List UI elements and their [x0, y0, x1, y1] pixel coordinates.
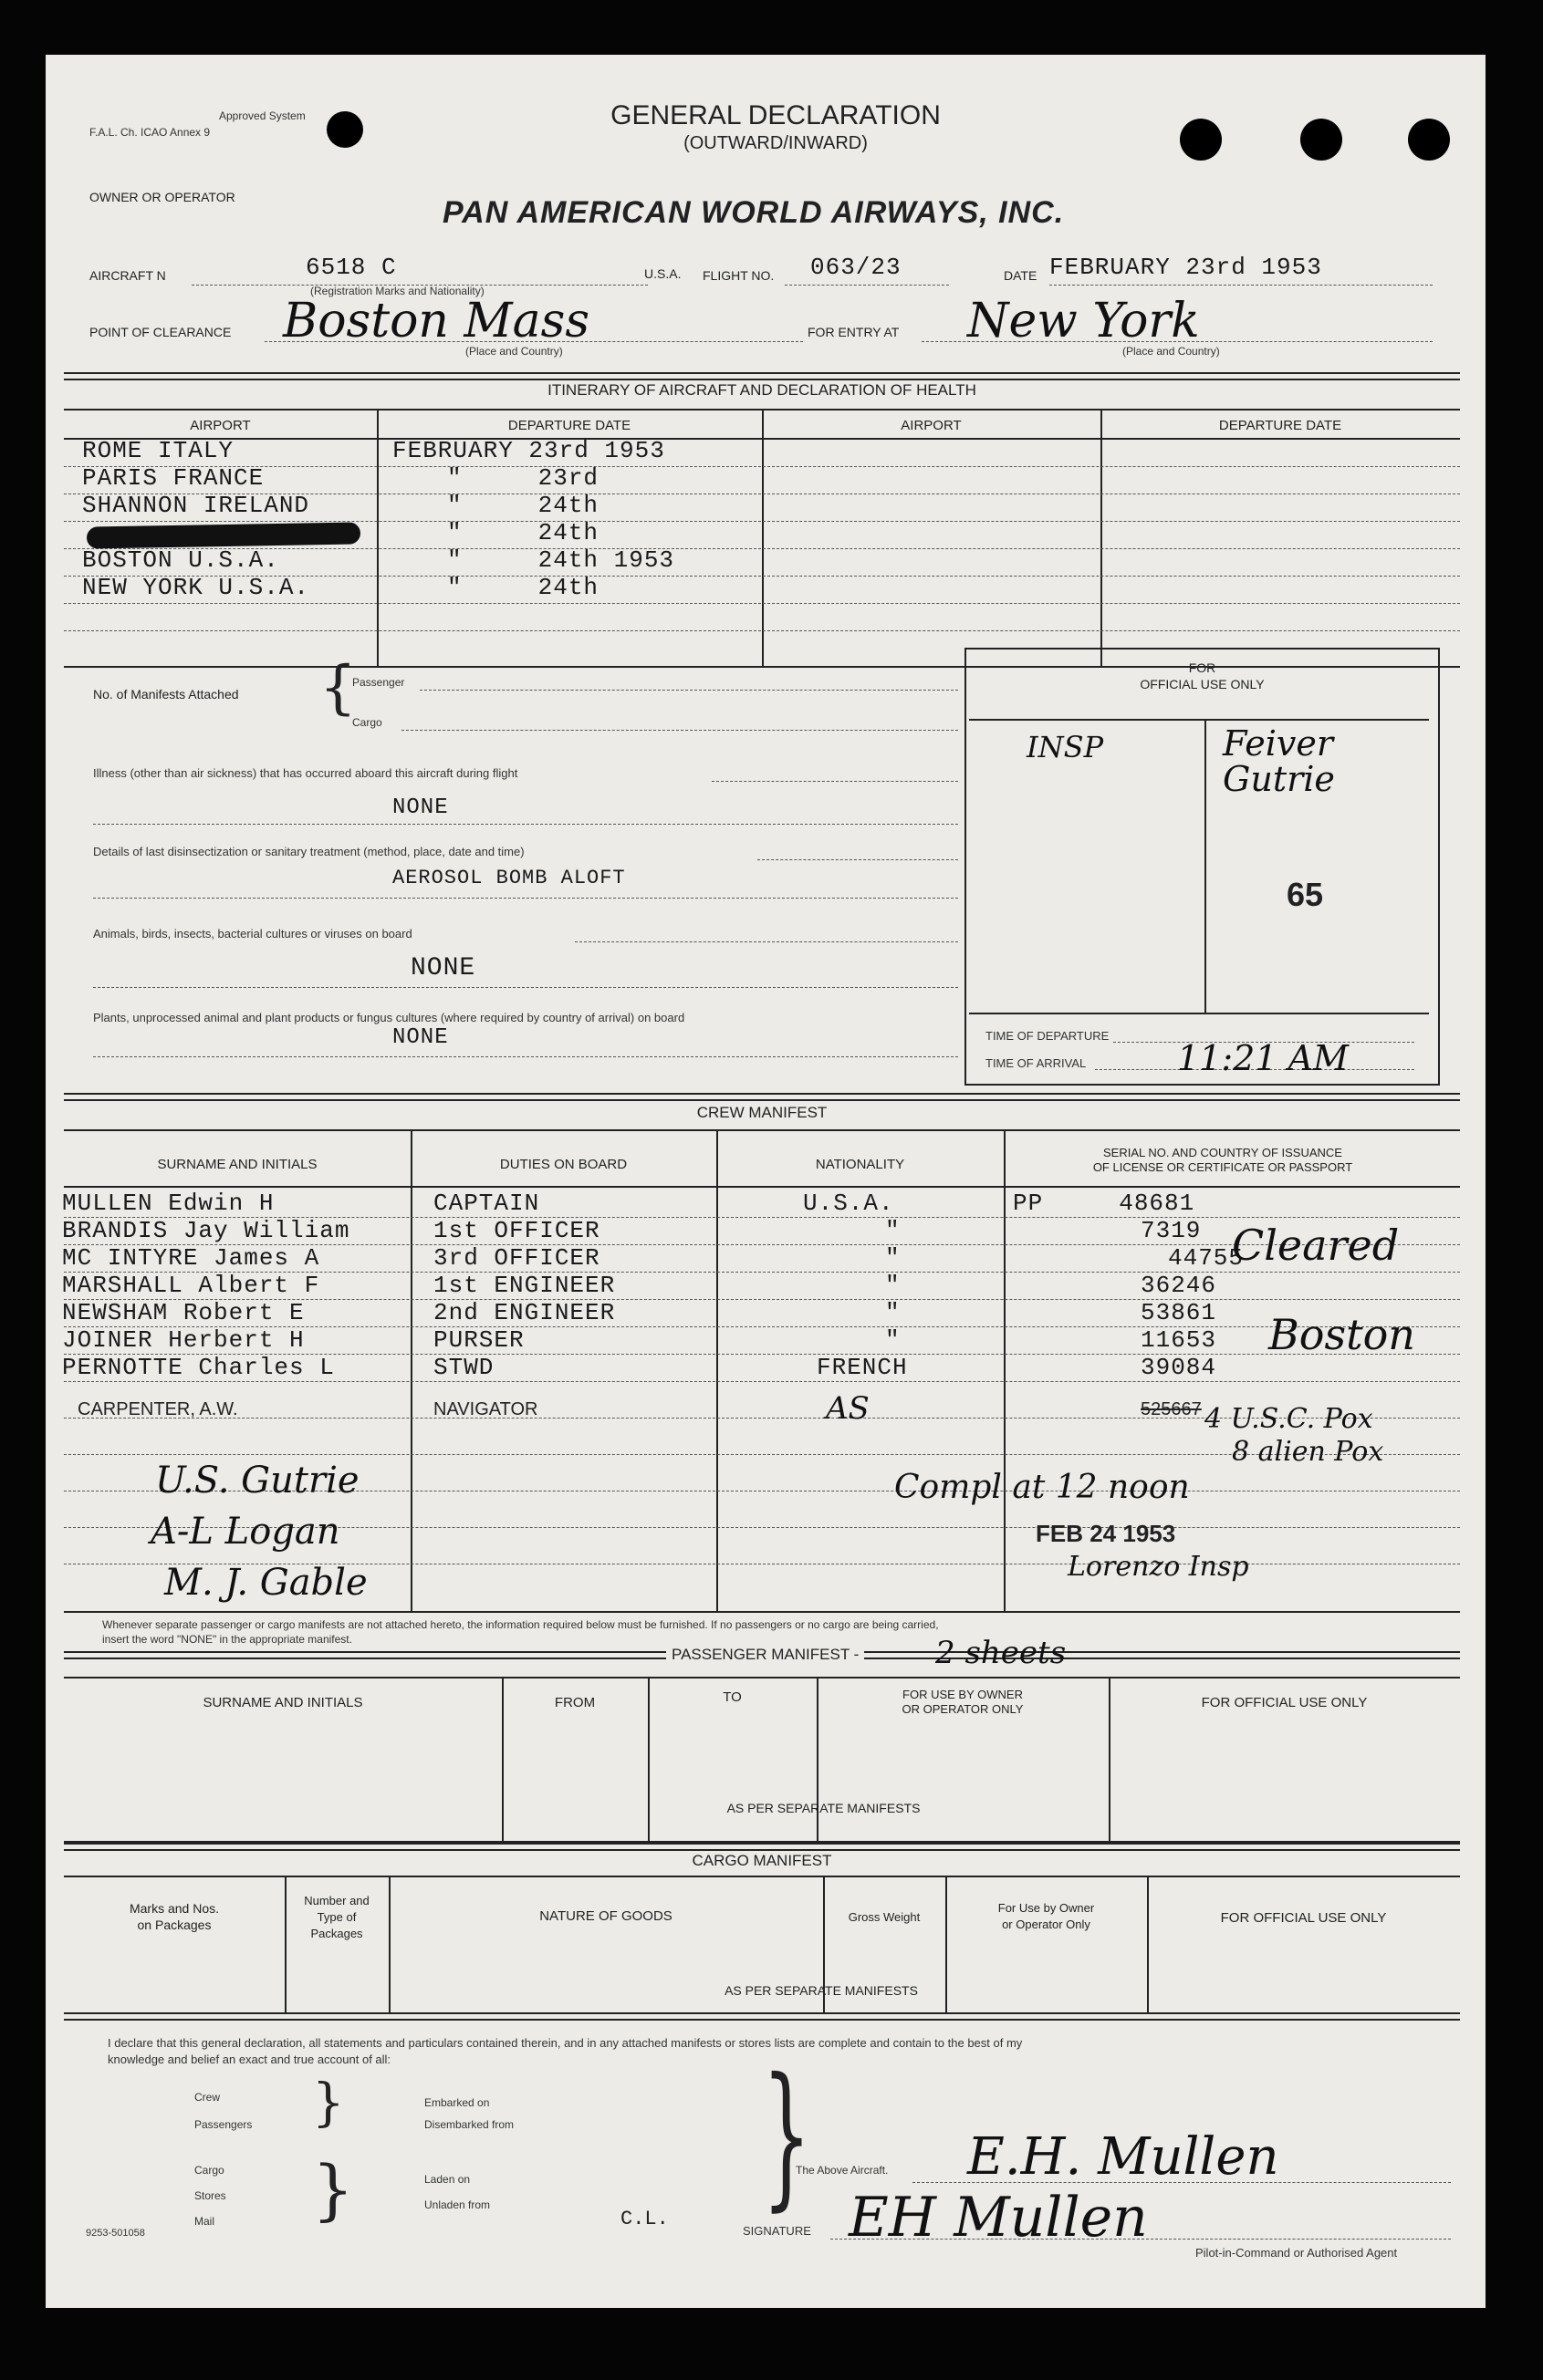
- declaration-crew: Crew: [194, 2091, 221, 2104]
- insp-label: INSP: [1027, 730, 1104, 764]
- disinsect-value: AEROSOL BOMB ALOFT: [392, 867, 626, 889]
- col-cargo-number-2: Type of: [317, 1910, 357, 1924]
- form-subtitle: (OUTWARD/INWARD): [683, 133, 868, 153]
- crew-duty: STWD: [433, 1354, 495, 1381]
- itinerary-title: ITINERARY OF AIRCRAFT AND DECLARATION OF HEALTH: [547, 381, 976, 399]
- notice-line-2: insert the word "NONE" in the appropriate manifest.: [102, 1633, 352, 1646]
- col-passenger-owner-2: OR OPERATOR ONLY: [902, 1702, 1024, 1716]
- crew-nationality: U.S.A.: [803, 1190, 894, 1217]
- inspector-name-1: Feiver: [1223, 723, 1334, 764]
- col-crew-duties: DUTIES ON BOARD: [499, 1157, 628, 1172]
- passenger-label: Passenger: [352, 676, 405, 689]
- crew-serial-extra: 525667: [1141, 1399, 1202, 1419]
- captain-signature-2: EH Mullen: [849, 2186, 1148, 2250]
- manifests-label: No. of Manifests Attached: [93, 687, 239, 702]
- cargo-title: CARGO MANIFEST: [692, 1852, 832, 1869]
- clearance-place-caption: (Place and Country): [465, 345, 563, 358]
- official-title-2: OFFICIAL USE ONLY: [1140, 677, 1265, 691]
- crew-name: MULLEN Edwin H: [62, 1190, 275, 1217]
- crew-name-extra: CARPENTER, A.W.: [78, 1399, 238, 1419]
- declaration-stores: Stores: [194, 2189, 226, 2202]
- col-crew-surname: SURNAME AND INITIALS: [157, 1157, 318, 1172]
- declaration-line-1: I declare that this general declaration, all statements and particulars contained therein, and in any attached manifests or stores lists are complete and contain to the best of my: [108, 2036, 1023, 2050]
- col-passenger-surname: SURNAME AND INITIALS: [203, 1695, 363, 1710]
- itinerary-airport: SHANNON IRELAND: [82, 492, 310, 519]
- plants-value: NONE: [392, 1025, 449, 1050]
- itinerary-date: FEBRUARY 23rd 1953: [392, 437, 665, 464]
- owner-value: PAN AMERICAN WORLD AIRWAYS, INC.: [443, 195, 1065, 230]
- redaction-mark: [87, 522, 360, 548]
- crew-serial: 36246: [1141, 1272, 1217, 1299]
- crew-name: PERNOTTE Charles L: [62, 1354, 335, 1381]
- col-cargo-owner-1: For Use by Owner: [997, 1901, 1095, 1915]
- official-title-1: FOR: [1188, 660, 1216, 675]
- col-cargo-official: FOR OFFICIAL USE ONLY: [1220, 1910, 1387, 1926]
- punch-hole: [1180, 119, 1222, 161]
- usa-label: U.S.A.: [644, 266, 682, 281]
- crew-nationality: ": [885, 1272, 901, 1299]
- signature-label: SIGNATURE: [743, 2224, 811, 2238]
- itinerary-date: " 24th 1953: [447, 546, 675, 574]
- approved-line-1: Approved System: [219, 109, 306, 122]
- crew-duty-extra: NAVIGATOR: [433, 1399, 538, 1419]
- declaration-passengers: Passengers: [194, 2118, 253, 2131]
- stamp-number: 65: [1287, 876, 1324, 913]
- flight-label: FLIGHT NO.: [703, 268, 775, 283]
- col-departure-date: DEPARTURE DATE: [507, 418, 631, 433]
- col-crew-serial-1: SERIAL NO. AND COUNTRY OF ISSUANCE: [1103, 1146, 1342, 1159]
- cleared-note-place: Boston: [1268, 1310, 1415, 1359]
- cargo-separate: AS PER SEPARATE MANIFESTS: [725, 1983, 918, 1998]
- col-crew-nationality: NATIONALITY: [815, 1157, 905, 1172]
- cargo-label: Cargo: [352, 716, 382, 729]
- col-cargo-number-3: Packages: [310, 1927, 363, 1940]
- col-passenger-official: FOR OFFICIAL USE ONLY: [1201, 1695, 1368, 1710]
- declaration-cargo: Cargo: [194, 2164, 224, 2177]
- col-airport-2: AIRPORT: [901, 418, 962, 433]
- inspector-signoff: M. J. Gable: [164, 1562, 368, 1604]
- clearance-label: POINT OF CLEARANCE: [89, 325, 232, 339]
- crew-title: CREW MANIFEST: [696, 1104, 828, 1121]
- form-title: GENERAL DECLARATION: [610, 100, 941, 130]
- aircraft-value: 6518 C: [306, 254, 397, 281]
- arrival-time-label: TIME OF ARRIVAL: [985, 1056, 1087, 1070]
- itinerary-airport: ROME ITALY: [82, 437, 235, 464]
- form-number: 9253-501058: [86, 2228, 145, 2239]
- declaration-disembarked: Disembarked from: [424, 2118, 515, 2131]
- disinsect-label: Details of last disinsectization or sanitary treatment (method, place, date and time): [93, 845, 525, 858]
- captain-signature-1: E.H. Mullen: [967, 2127, 1279, 2187]
- crew-serial: 7319: [1141, 1217, 1202, 1244]
- col-passenger-owner-1: FOR USE BY OWNER: [902, 1688, 1023, 1701]
- crew-duty: 1st OFFICER: [433, 1217, 600, 1244]
- crew-nationality: ": [885, 1244, 901, 1272]
- entry-label: FOR ENTRY AT: [808, 325, 900, 339]
- illness-label: Illness (other than air sickness) that has occurred aboard this aircraft during flight: [93, 766, 518, 780]
- arrival-time-value: 11:21 AM: [1177, 1038, 1349, 1078]
- col-passenger-from: FROM: [554, 1695, 596, 1710]
- crew-nationality: ": [885, 1299, 901, 1326]
- cleared-note: Cleared: [1232, 1221, 1400, 1270]
- col-departure-date-2: DEPARTURE DATE: [1218, 418, 1342, 433]
- itinerary-airport: NEW YORK U.S.A.: [82, 574, 310, 601]
- registration-caption: (Registration Marks and Nationality): [310, 285, 485, 297]
- clerk-initials: C.L.: [620, 2208, 669, 2230]
- itinerary-airport: PARIS FRANCE: [82, 464, 265, 492]
- col-cargo-weight: Gross Weight: [848, 1910, 921, 1924]
- col-crew-serial-2: OF LICENSE OR CERTIFICATE OR PASSPORT: [1092, 1160, 1353, 1174]
- declaration-unladen: Unladen from: [424, 2198, 491, 2211]
- flight-value: 063/23: [810, 254, 902, 281]
- declaration-form: Approved System F.A.L. Ch. ICAO Annex 9 GENERAL DECLARATION (OUTWARD/INWARD) OWNER OR OPERATOR PAN AMERICAN WORLD AIRWAYS, INC. AIRCRAFT N 6518 C (Registration Marks and Nationality) U.S.A. FLIGHT NO. 063/23 DATE FEBRUARY 23rd 1953 POINT OF CLEARANCE Boston Mass (Place and Country) FOR ENTRY AT New York (Place and Country) ITINERARY OF AIRCRAFT AND DECLARATION OF HEALTH AIRPORT DEPARTURE DATE AIRPORT DEPARTURE DATE ROME ITALY FEBRUARY 23rd 1953 PARIS FRANCE " 23rd SHANNON IRELAND " 24th " 24th BOSTON U.S.A. " 24th 1953 NEW YORK U.S.A. " 24th No. of Manifests Attached { Passenger Cargo Illness (other than air sickness) that has occurred aboard this aircraft during flight NONE Details of last disinsectization or sanitary treatment (method, place, date and time) AEROSOL BOMB ALOFT Animals, birds, insects, bacterial cultures or viruses on board NONE Plants, unprocessed animal and plant products or fungus cultures (where required by country of arrival) on board NONE FOR OFFICIAL USE ONLY INSP Feiver Gutrie 65 TIME OF DEPARTURE TIME OF ARRIVAL 11:21 AM CREW MANIFEST SURNAME AND INITIALS DUTIES ON BOARD NATIONALITY SERIAL NO. AND COUNTRY OF ISSUANCE OF LICENSE OR CERTIFICATE OR PASSPORT MULLEN Edwin H CAPTAIN U.S.A. PP 48681 BRANDIS Jay William 1st OFFICER " 7319 MC INTYRE James A 3rd OFFICER " 44755 MARSHALL Albert F 1st ENGINEER " 36246 NEWSHAM Robert E 2nd ENGINEER " 53861 JOINER Herbert H PURSER " 11653 PERNOTTE Charles L STWD FRENCH 39084 CARPENTER, A.W. NAVIGATOR AS 525667 Cleared Boston 4 U.S.C. Pox 8 alien Pox U.S. Gutrie A-L Logan M. J. Gable Compl at 12 noon FEB 24 1953 Lorenzo Insp Whenever separate passenger or cargo manifests are not attached hereto, the information required below must be furnished. If no passengers or no cargo are being carried, insert the word "NONE" in the appropriate manifest. PASSENGER MANIFEST - 2 sheets SURNAME AND INITIALS FROM TO FOR USE BY OWNER OR OPERATOR ONLY FOR OFFICIAL USE ONLY AS PER SEPARATE MANIFESTS CARGO MANIFEST Marks and Nos. on Packages Number and Type of Packages NATURE OF GOODS Gross Weight For Use by Owner or Operator Only FOR OFFICIAL USE ONLY AS PER SEPARATE MANIFESTS I declare that this general declaration, all statements and particulars contained therein, and in any attached manifests or stores lists are complete and contain to the best of my knowledge and belief an exact and true account of all: Crew Passengers } Embarked on Disembarked from Cargo Stores Mail } Laden on Unladen from } The Above Aircraft. E.H. Mullen C.L. SIGNATURE EH Mullen Pilot-in-Command or Authorised Agent 9253-501058: [46, 55, 1486, 2308]
- crew-duty: 3rd OFFICER: [433, 1244, 600, 1272]
- entry-place-caption: (Place and Country): [1122, 345, 1220, 358]
- above-aircraft-label: The Above Aircraft.: [796, 2164, 889, 2177]
- declaration-laden: Laden on: [424, 2173, 471, 2186]
- crew-serial: PP 48681: [1013, 1190, 1195, 1217]
- date-value: FEBRUARY 23rd 1953: [1049, 254, 1322, 281]
- animals-label: Animals, birds, insects, bacterial cultures or viruses on board: [93, 927, 412, 941]
- completed-note: Compl at 12 noon: [894, 1469, 1190, 1506]
- pilot-in-command-label: Pilot-in-Command or Authorised Agent: [1195, 2246, 1398, 2260]
- passenger-title: PASSENGER MANIFEST -: [666, 1646, 864, 1664]
- col-cargo-nature: NATURE OF GOODS: [539, 1908, 672, 1924]
- crew-nationality-extra: AS: [826, 1390, 870, 1427]
- itinerary-date: " 23rd: [447, 464, 599, 492]
- crew-name: NEWSHAM Robert E: [62, 1299, 305, 1326]
- col-airport: AIRPORT: [190, 418, 251, 433]
- crew-serial: 44755: [1168, 1244, 1245, 1272]
- crew-name: JOINER Herbert H: [62, 1326, 305, 1354]
- alien-count-note: 8 alien Pox: [1232, 1436, 1384, 1468]
- col-cargo-number-1: Number and: [304, 1894, 370, 1907]
- itinerary-date: " 24th: [447, 519, 599, 546]
- itinerary-date: " 24th: [447, 492, 599, 519]
- crew-count-note: 4 U.S.C. Pox: [1204, 1403, 1373, 1435]
- declaration-embarked: Embarked on: [424, 2096, 490, 2109]
- itinerary-airport: BOSTON U.S.A.: [82, 546, 279, 574]
- passenger-separate: AS PER SEPARATE MANIFESTS: [726, 1801, 921, 1815]
- punch-hole: [1300, 119, 1342, 161]
- declaration-line-2: knowledge and belief an exact and true account of all:: [108, 2053, 391, 2066]
- plants-label: Plants, unprocessed animal and plant products or fungus cultures (where required by country of arrival) on board: [93, 1011, 685, 1024]
- date-stamp: FEB 24 1953: [1036, 1520, 1176, 1547]
- inspector-signoff: A-L Logan: [151, 1511, 340, 1553]
- col-cargo-marks-2: on Packages: [137, 1918, 212, 1932]
- inspector-signoff: U.S. Gutrie: [155, 1460, 360, 1502]
- crew-nationality: ": [885, 1217, 901, 1244]
- crew-name: BRANDIS Jay William: [62, 1217, 350, 1244]
- illness-value: NONE: [392, 795, 449, 820]
- punch-hole: [327, 111, 363, 148]
- official-use-box: [964, 648, 1440, 1086]
- crew-duty: 2nd ENGINEER: [433, 1299, 616, 1326]
- crew-serial: 39084: [1141, 1354, 1217, 1381]
- col-cargo-owner-2: or Operator Only: [1002, 1918, 1090, 1931]
- crew-duty: CAPTAIN: [433, 1190, 540, 1217]
- declaration-mail: Mail: [194, 2215, 215, 2228]
- date-label: DATE: [1004, 268, 1037, 283]
- owner-label: OWNER OR OPERATOR: [89, 190, 235, 204]
- approved-line-2: F.A.L. Ch. ICAO Annex 9: [89, 126, 211, 139]
- crew-duty: PURSER: [433, 1326, 525, 1354]
- entry-value: New York: [967, 294, 1200, 348]
- inspector-name-2: Gutrie: [1223, 759, 1335, 799]
- crew-name: MC INTYRE James A: [62, 1244, 320, 1272]
- passenger-sheets-note: 2 sheets: [935, 1635, 1067, 1671]
- inspector-signature: Lorenzo Insp: [1068, 1551, 1249, 1583]
- clearance-value: Boston Mass: [283, 294, 590, 348]
- animals-value: NONE: [411, 954, 476, 982]
- notice-line-1: Whenever separate passenger or cargo manifests are not attached hereto, the information required below must be furnished. If no passengers or no cargo are being carried,: [102, 1618, 939, 1631]
- aircraft-label: AIRCRAFT N: [89, 268, 166, 283]
- crew-name: MARSHALL Albert F: [62, 1272, 320, 1299]
- crew-nationality: ": [885, 1326, 901, 1354]
- crew-duty: 1st ENGINEER: [433, 1272, 616, 1299]
- col-cargo-marks-1: Marks and Nos.: [129, 1901, 220, 1916]
- crew-serial: 53861: [1141, 1299, 1217, 1326]
- crew-nationality: FRENCH: [817, 1354, 908, 1381]
- departure-time-label: TIME OF DEPARTURE: [985, 1029, 1110, 1043]
- col-passenger-to: TO: [723, 1689, 742, 1705]
- itinerary-date: " 24th: [447, 574, 599, 601]
- punch-hole: [1408, 119, 1450, 161]
- crew-serial: 11653: [1141, 1326, 1217, 1354]
